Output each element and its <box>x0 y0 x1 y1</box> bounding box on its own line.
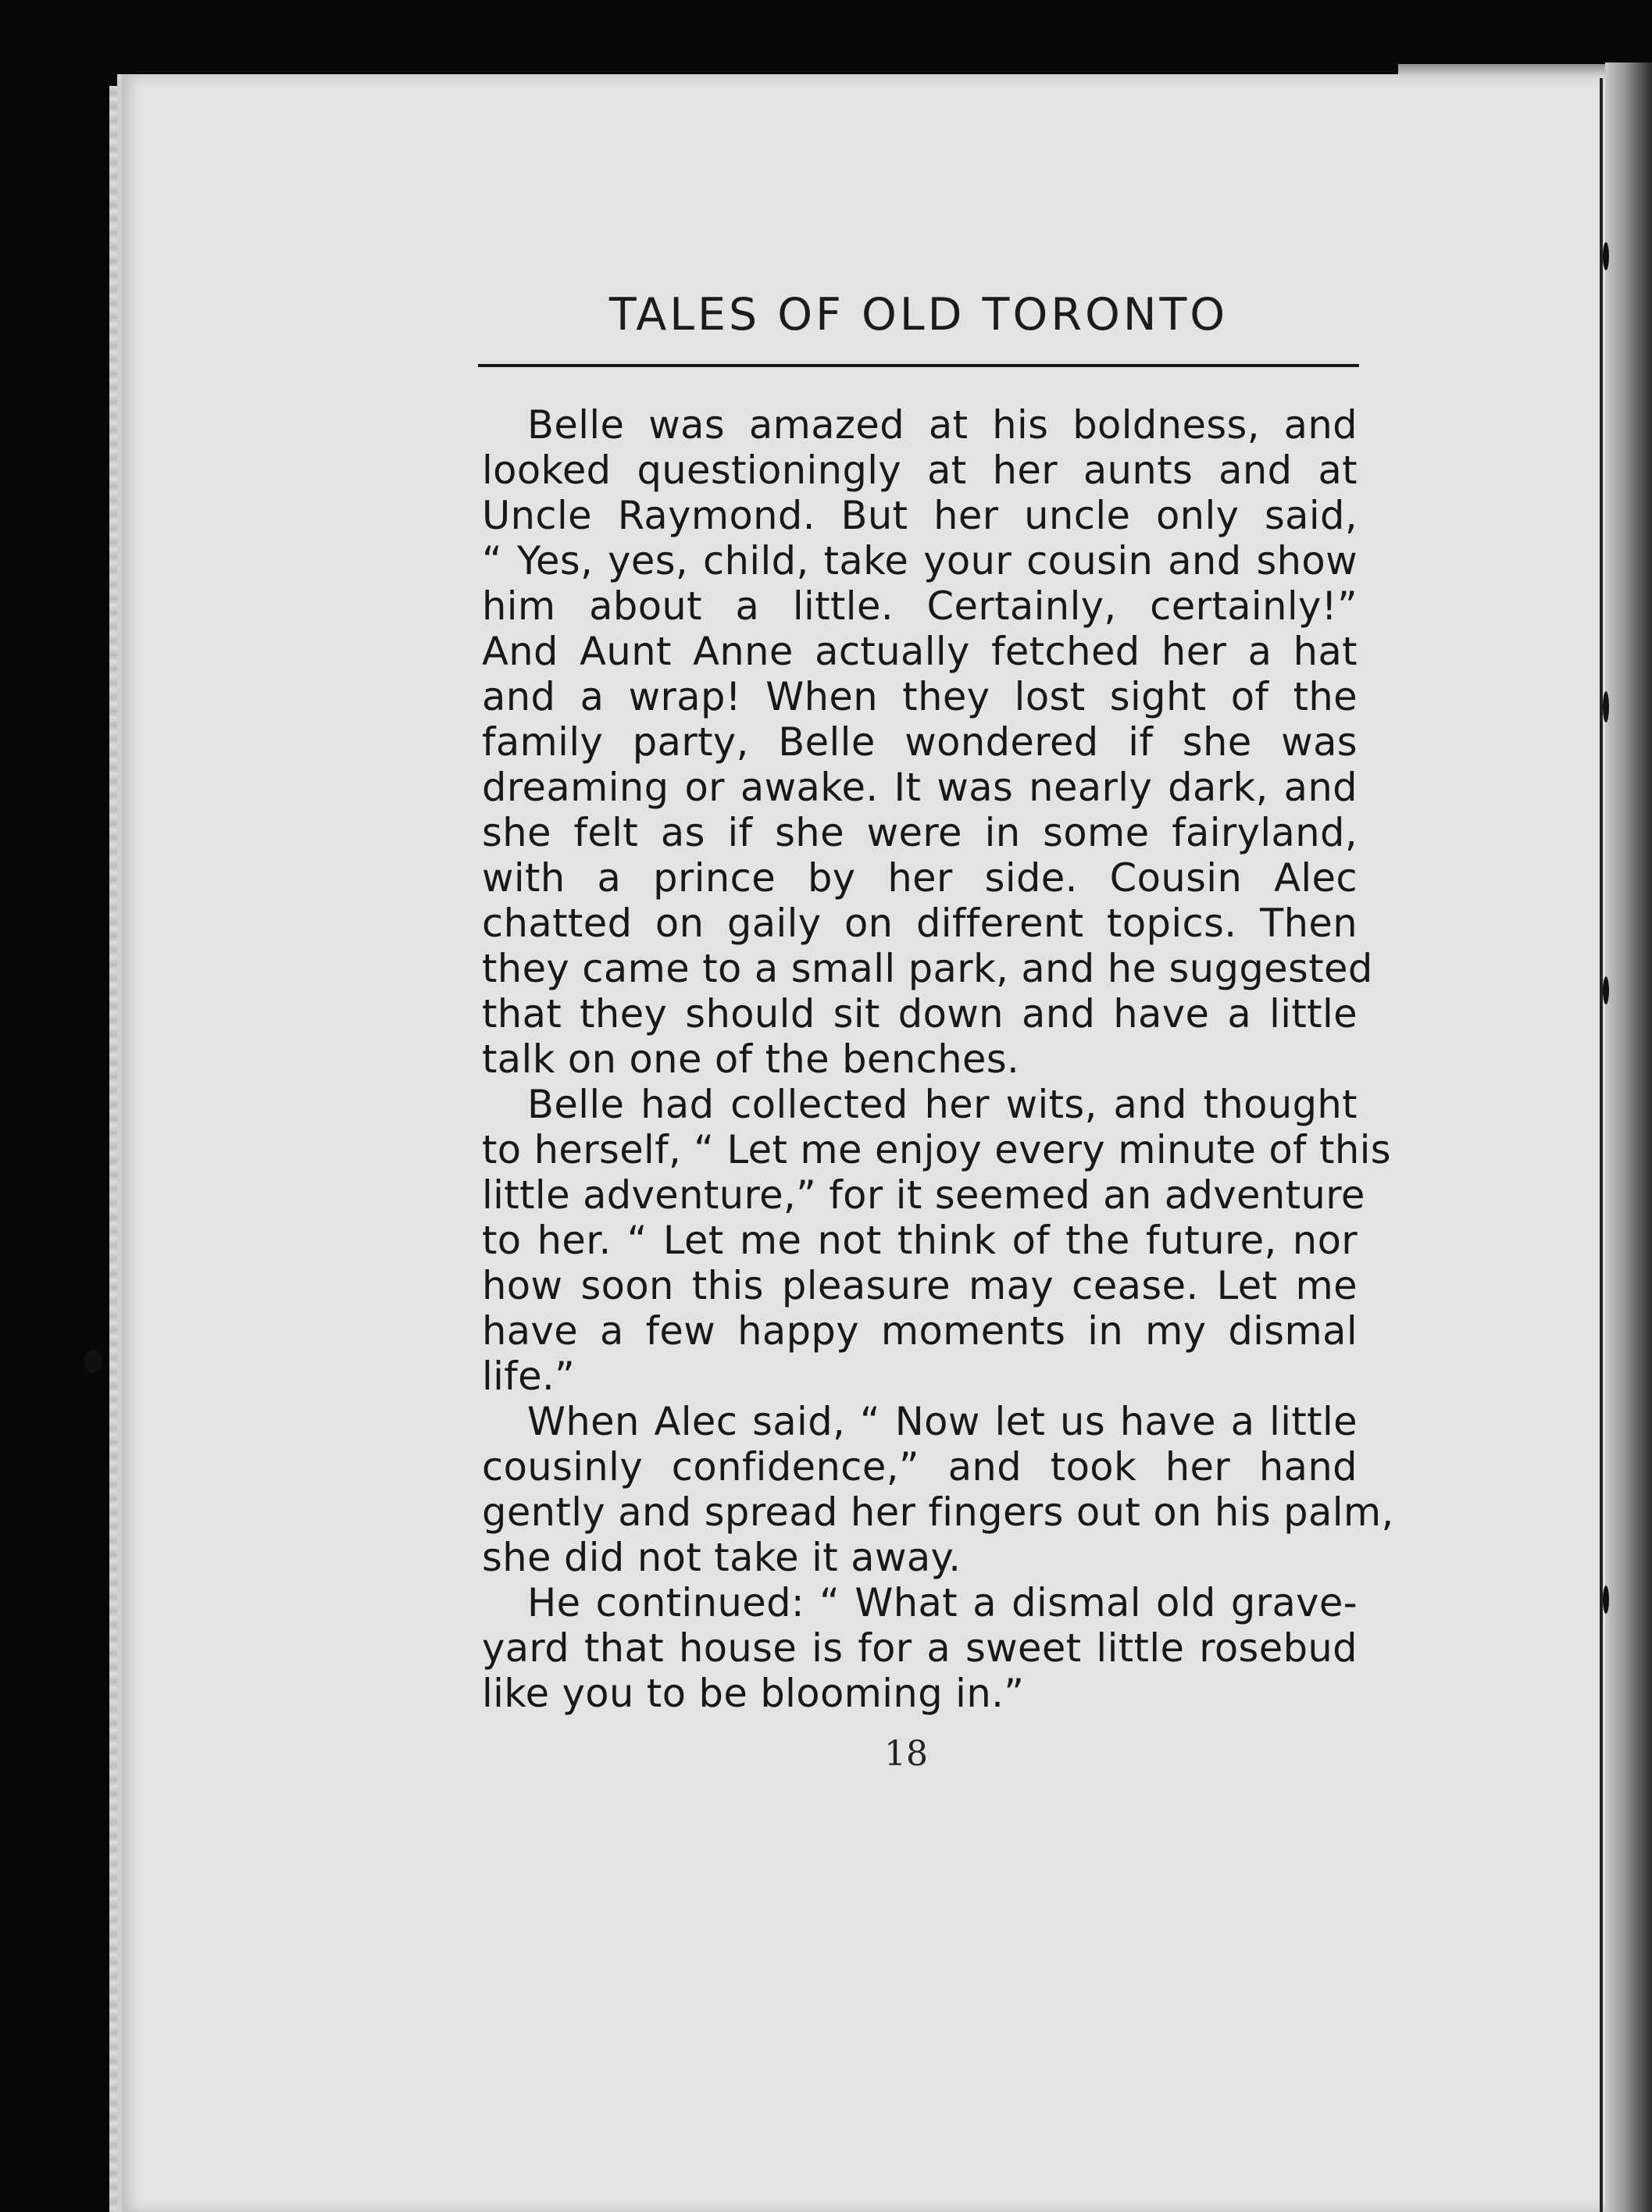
text-line: chatted on gaily on different topics. Then <box>482 901 1358 946</box>
text-line: cousinly confidence,” and took her hand <box>482 1444 1358 1490</box>
running-header: TALES OF OLD TORONTO <box>608 289 1229 341</box>
text-line: they came to a small park, and he suggested <box>482 946 1373 991</box>
text-line: Uncle Raymond. But her uncle only said, <box>482 493 1358 538</box>
text-line: with a prince by her side. Cousin Alec <box>482 855 1358 901</box>
text-line: family party, Belle wondered if she was <box>482 719 1358 765</box>
text-line: that they should sit down and have a little <box>482 991 1358 1036</box>
text-line: looked questioningly at her aunts and at <box>482 448 1358 493</box>
text-line: talk on one of the benches. <box>482 1036 1020 1082</box>
text-line: Belle was amazed at his boldness, and <box>527 402 1358 448</box>
scan-speck <box>84 1350 102 1373</box>
text-line: how soon this pleasure may cease. Let me <box>482 1263 1358 1308</box>
page-number: 18 <box>884 1734 928 1774</box>
body-text <box>482 402 1394 1716</box>
scan-speck <box>1603 242 1609 270</box>
scan-speck <box>1603 1586 1609 1614</box>
header-rule <box>478 364 1359 367</box>
scan-speck <box>1603 976 1609 1004</box>
text-line: He continued: “ What a dismal old grave- <box>527 1580 1358 1625</box>
text-line: him about a little. Certainly, certainly!” <box>482 583 1358 629</box>
text-line: to her. “ Let me not think of the future, nor <box>482 1218 1358 1263</box>
page-right-edge <box>1605 62 1652 2212</box>
book-spine-shadow <box>1600 78 1603 2212</box>
text-line: gently and spread her fingers out on his palm, <box>482 1490 1394 1535</box>
text-line: And Aunt Anne actually fetched her a hat <box>482 629 1358 674</box>
text-line: have a few happy moments in my dismal <box>482 1308 1358 1354</box>
text-line: and a wrap! When they lost sight of the <box>482 674 1358 719</box>
text-line: dreaming or awake. It was nearly dark, and <box>482 765 1358 810</box>
text-line: she did not take it away. <box>482 1535 962 1580</box>
scan-speck <box>1603 691 1609 722</box>
page-top-edge <box>1398 64 1609 77</box>
text-line: “ Yes, yes, child, take your cousin and show <box>482 538 1358 583</box>
text-line: like you to be blooming in.” <box>482 1671 1025 1716</box>
text-line: she felt as if she were in some fairyland, <box>482 810 1358 855</box>
text-line: life.” <box>482 1354 576 1399</box>
text-line: little adventure,” for it seemed an adventure <box>482 1172 1365 1218</box>
text-line: to herself, “ Let me enjoy every minute of this <box>482 1127 1391 1172</box>
text-line: When Alec said, “ Now let us have a little <box>527 1399 1358 1444</box>
text-line: yard that house is for a sweet little rosebud <box>482 1625 1358 1671</box>
text-line: Belle had collected her wits, and thought <box>527 1082 1358 1127</box>
